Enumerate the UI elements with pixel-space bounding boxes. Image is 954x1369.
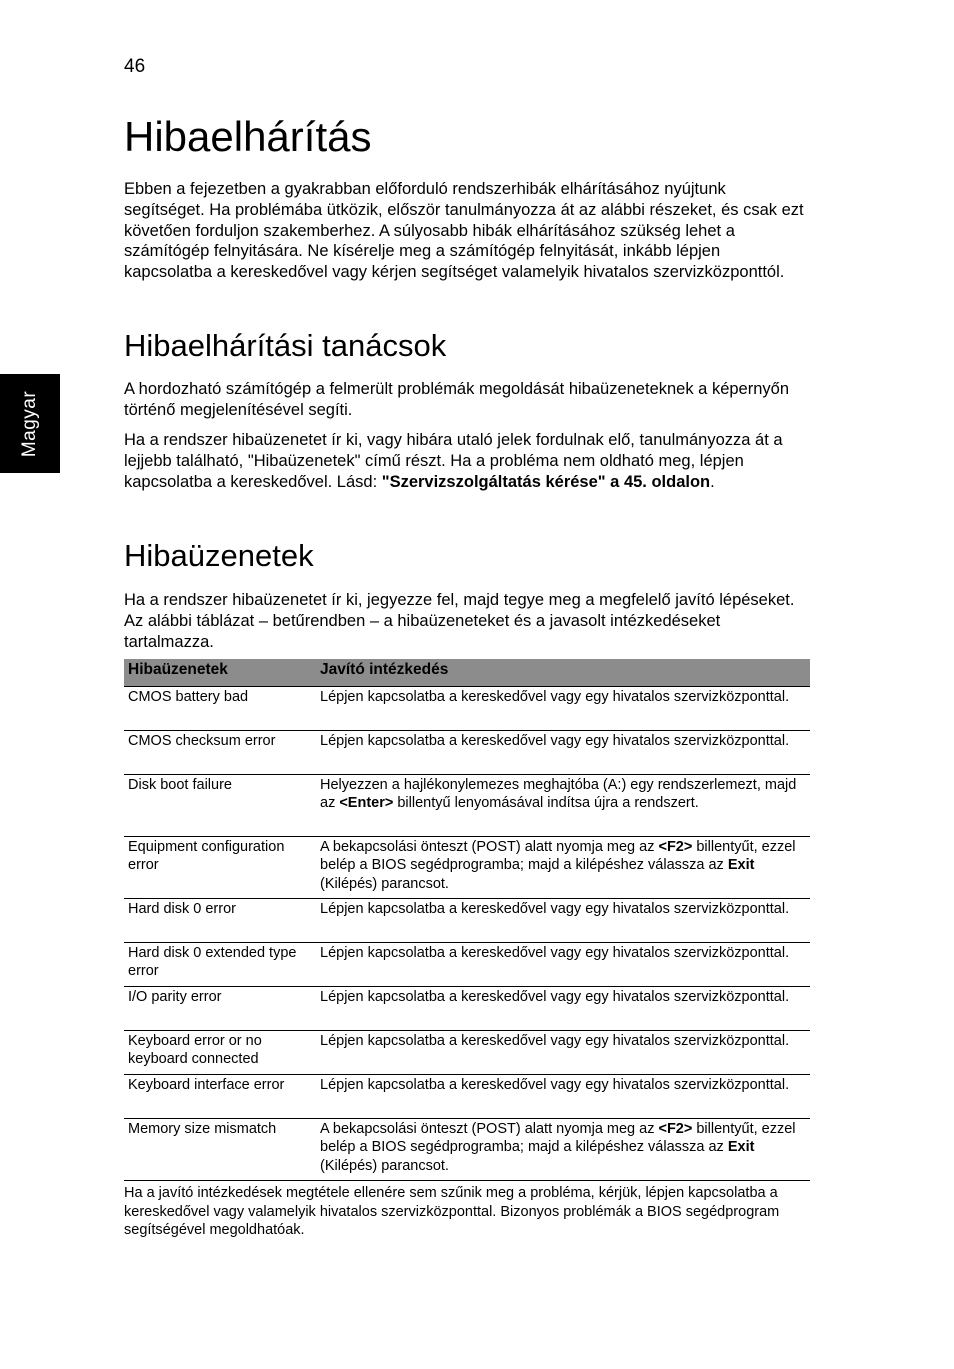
action-text: Helyezzen a hajlékonylemezes meghajtóba (A:) egy rendszerlemezt, majd az xyxy=(320,777,797,812)
table-row xyxy=(124,1031,810,1075)
language-side-tab xyxy=(0,374,60,473)
corrective-action-cell xyxy=(316,1119,810,1180)
action-text: (Kilépés) parancsot. xyxy=(320,1157,449,1174)
corrective-action-cell xyxy=(316,987,810,1030)
table-row xyxy=(124,899,810,943)
error-message-cell: Hard disk 0 error xyxy=(128,901,236,917)
corrective-action-cell xyxy=(316,731,810,774)
action-text: Lépjen kapcsolatba a kereskedővel vagy egy hivatalos szervizközponttal. xyxy=(320,689,790,705)
messages-heading: Hibaüzenetek xyxy=(124,538,314,573)
table-row xyxy=(124,987,810,1031)
corrective-action-cell xyxy=(316,775,810,836)
page-title: Hibaelhárítás xyxy=(124,113,372,160)
corrective-action-cell xyxy=(316,1031,810,1074)
error-message-cell: Keyboard interface error xyxy=(128,1077,285,1093)
action-text: A bekapcsolási önteszt (POST) alatt nyomja meg az xyxy=(320,1121,659,1137)
error-message-cell: Equipment configuration error xyxy=(128,839,285,874)
corrective-action-cell xyxy=(316,1075,810,1118)
action-keyword: <F2> xyxy=(658,1121,693,1137)
action-text: A bekapcsolási önteszt (POST) alatt nyomja meg az xyxy=(320,839,659,855)
tips-paragraph-1: A hordozható számítógép a felmerült problémák megoldását hibaüzeneteknek a képernyőn történő megjelenítésével segíti. xyxy=(124,380,789,419)
action-text: billentyűt, ezzel belép a BIOS segédprogramba; majd a kilépéshez válassza az xyxy=(320,1121,796,1156)
table-row xyxy=(124,775,810,837)
action-text: Lépjen kapcsolatba a kereskedővel vagy egy hivatalos szervizközponttal. xyxy=(320,901,790,917)
action-keyword: <Enter> xyxy=(339,795,394,812)
table-header xyxy=(124,659,810,687)
action-keyword: <F2> xyxy=(658,839,693,855)
footnote: Ha a javító intézkedések megtétele ellenére sem szűnik meg a probléma, kérjük, lépjen kapcsolatba a kereskedővel vagy valamelyik hivatalos szervizközponttal. Bizonyos problémák a BIOS segédprogram segítségével megoldhatóak. xyxy=(124,1185,780,1238)
corrective-action-cell xyxy=(316,943,810,986)
error-message-cell: Memory size mismatch xyxy=(128,1121,277,1137)
corrective-action-cell xyxy=(316,837,810,898)
header-messages: Hibaüzenetek xyxy=(128,661,228,678)
tips-paragraph-2 xyxy=(124,430,810,492)
error-message-cell: Disk boot failure xyxy=(128,777,232,793)
service-reference-link[interactable]: "Szervizszolgáltatás kérése" a 45. oldalon xyxy=(381,472,711,491)
table-row xyxy=(124,943,810,987)
table-row xyxy=(124,1119,810,1181)
corrective-action-cell xyxy=(316,687,810,730)
table-row xyxy=(124,1075,810,1119)
action-text: billentyű lenyomásával indítsa újra a rendszert. xyxy=(393,795,699,812)
action-text: Lépjen kapcsolatba a kereskedővel vagy egy hivatalos szervizközponttal. xyxy=(320,733,790,749)
action-text: billentyűt, ezzel belép a BIOS segédprogramba; majd a kilépéshez válassza az xyxy=(320,839,796,874)
tips-paragraph-2-text: Ha a rendszer hibaüzenetet ír ki, vagy hibára utaló jelek fordulnak elő, tanulmányozza át a lejjebb található, "Hibaüzenetek" című részt. Ha a probléma nem oldható meg, lépjen kapcsolatba a kereskedővel. Lásd: xyxy=(124,431,783,491)
table-row xyxy=(124,837,810,899)
action-text: Lépjen kapcsolatba a kereskedővel vagy egy hivatalos szervizközponttal. xyxy=(320,1077,790,1093)
intro-paragraph: Ebben a fejezetben a gyakrabban előforduló rendszerhibák elhárításához nyújtunk segítséget. Ha problémába ütközik, először tanulmányozza át az alábbi részeket, és csak ezt követően forduljon szakemberhez. A súlyosabb hibák elhárításához szükség lehet a számítógép felnyitására. Ne kísérelje meg a számítógép felnyitását, inkább lépjen kapcsolatba a kereskedővel vagy kérjen segítséget valamelyik hivatalos szervizközponttól. xyxy=(124,180,804,282)
table-row xyxy=(124,687,810,731)
action-text: Lépjen kapcsolatba a kereskedővel vagy egy hivatalos szervizközponttal. xyxy=(320,1033,790,1049)
table-row xyxy=(124,731,810,775)
action-text: Lépjen kapcsolatba a kereskedővel vagy egy hivatalos szervizközponttal. xyxy=(320,989,790,1005)
table-body xyxy=(124,687,810,1181)
corrective-action-cell xyxy=(316,899,810,942)
tips-heading: Hibaelhárítási tanácsok xyxy=(124,328,447,363)
action-text: (Kilépés) parancsot. xyxy=(320,875,449,892)
error-message-cell: Keyboard error or no keyboard connected xyxy=(128,1033,262,1068)
header-action: Javító intézkedés xyxy=(320,661,449,678)
page-number: 46 xyxy=(124,56,146,77)
error-message-cell: CMOS battery bad xyxy=(128,689,249,705)
tips-paragraph-2-end: . xyxy=(710,472,715,491)
messages-intro: Ha a rendszer hibaüzenetet ír ki, jegyezze fel, majd tegye meg a megfelelő javító lépéseket. Az alábbi táblázat – betűrendben – a hibaüzeneteket és a javasolt intézkedéseket tartalmazza. xyxy=(124,591,795,651)
action-text: Lépjen kapcsolatba a kereskedővel vagy egy hivatalos szervizközponttal. xyxy=(320,945,790,961)
error-message-cell: Hard disk 0 extended type error xyxy=(128,945,297,980)
error-message-cell: I/O parity error xyxy=(128,989,222,1005)
side-tab-label: Magyar xyxy=(19,390,41,457)
error-messages-table xyxy=(124,659,810,1181)
action-keyword: Exit xyxy=(727,1139,755,1156)
action-keyword: Exit xyxy=(727,857,755,874)
error-message-cell: CMOS checksum error xyxy=(128,733,276,749)
